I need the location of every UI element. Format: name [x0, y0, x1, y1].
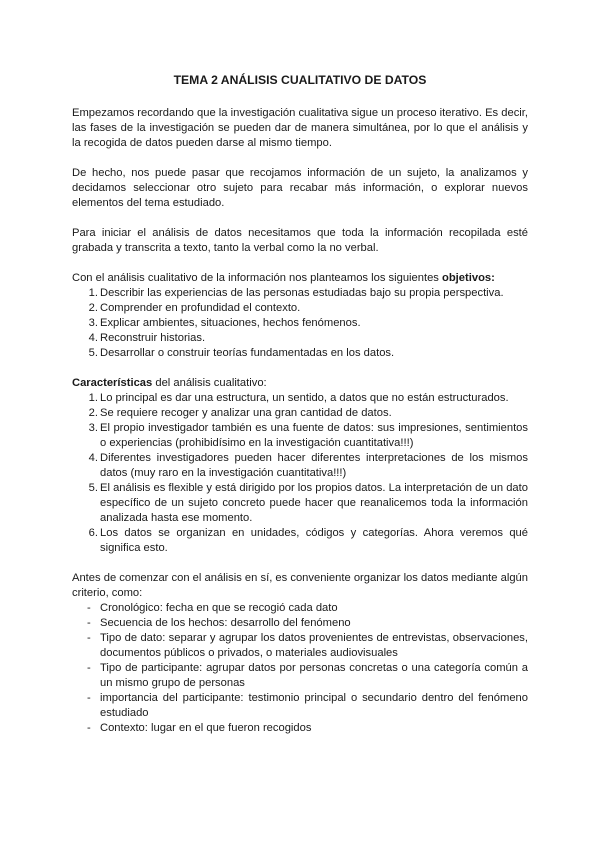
- list-item-text: Tipo de dato: separar y agrupar los datos provenientes de entrevistas, observaciones, documentos públicos o privados, o materiales audiovisuales: [100, 632, 528, 659]
- list-number: 4 .: [86, 331, 98, 346]
- objetivos-intro-text: Con el análisis cualitativo de la información nos planteamos los siguientes: [72, 272, 443, 284]
- list-item-text: Diferentes investigadores pueden hacer diferentes interpretaciones de los mismos datos (muy raro en la investigación cuantitativa!!!): [100, 452, 528, 479]
- list-item: [72, 316, 528, 331]
- paragraph-example: De hecho, nos puede pasar que recojamos información de un sujeto, la analizamos y decidamos seleccionar otro sujeto para recabar más información, o explorar nuevos elementos del tema estudiado.: [72, 167, 528, 209]
- list-item: [72, 616, 528, 631]
- caracteristicas-intro: [72, 376, 528, 391]
- list-item-text: Lo principal es dar una estructura, un sentido, a datos que no están estructurados.: [100, 392, 509, 404]
- list-item: [72, 481, 528, 526]
- list-item-text: Describir las experiencias de las personas estudiadas bajo su propia perspectiva.: [100, 287, 504, 299]
- objetivos-intro: [72, 271, 528, 286]
- list-item: [72, 691, 528, 721]
- list-item: [72, 406, 528, 421]
- list-item-text: Se requiere recoger y analizar una gran cantidad de datos.: [100, 407, 392, 419]
- list-number: 5 .: [86, 346, 98, 361]
- list-number: 3 .: [86, 421, 98, 436]
- list-number: 1 .: [86, 391, 98, 406]
- list-item-text: Cronológico: fecha en que se recogió cada dato: [100, 602, 338, 614]
- list-number: 4 .: [86, 451, 98, 466]
- list-item-text: Los datos se organizan en unidades, códigos y categorías. Ahora veremos qué significa esto.: [100, 527, 528, 554]
- list-item-text: El propio investigador también es una fuente de datos: sus impresiones, sentimientos o experiencias (prohibidísimo en la investigación cuantitativa!!!): [100, 422, 528, 449]
- dash-bullet: -: [87, 632, 91, 644]
- criterios-list: [72, 601, 528, 736]
- objetivos-intro-bold: objetivos:: [442, 272, 495, 284]
- dash-bullet: -: [87, 722, 91, 734]
- dash-bullet: -: [87, 692, 91, 704]
- dash-bullet: -: [87, 617, 91, 629]
- list-number: 3 .: [86, 316, 98, 331]
- list-item: [72, 421, 528, 451]
- paragraph-iterative-process: Empezamos recordando que la investigación cualitativa sigue un proceso iterativo. Es decir, las fases de la investigación se pueden dar de manera simultánea, por lo que el análisis y la recogida de datos pueden darse al mismo tiempo.: [72, 107, 528, 149]
- list-item: [72, 286, 528, 301]
- dash-bullet: -: [87, 602, 91, 614]
- caracteristicas-intro-text: del análisis cualitativo:: [152, 377, 267, 389]
- criterios-intro: Antes de comenzar con el análisis en sí, es conveniente organizar los datos mediante algún criterio, como:: [72, 572, 528, 599]
- list-item-text: Desarrollar o construir teorías fundamentadas en los datos.: [100, 347, 395, 359]
- list-item-text: Tipo de participante: agrupar datos por personas concretas o una categoría común a un mismo grupo de personas: [100, 662, 528, 689]
- list-item-text: importancia del participante: testimonio principal o secundario dentro del fenómeno estudiado: [100, 692, 528, 719]
- list-number: 2 .: [86, 301, 98, 316]
- list-item: [72, 721, 528, 736]
- list-item-text: El análisis es flexible y está dirigido por los propios datos. La interpretación de un dato específico de un sujeto concreto puede hacer que reanalicemos toda la información analizada hasta ese momento.: [100, 482, 528, 524]
- dash-bullet: -: [87, 662, 91, 674]
- list-item: [72, 526, 528, 556]
- list-item-text: Secuencia de los hechos: desarrollo del fenómeno: [100, 617, 351, 629]
- list-item: [72, 331, 528, 346]
- list-item: [72, 391, 528, 406]
- list-item-text: Explicar ambientes, situaciones, hechos fenómenos.: [100, 317, 361, 329]
- paragraph-transcription: Para iniciar el análisis de datos necesitamos que toda la información recopilada esté grabada y transcrita a texto, tanto la verbal como la no verbal.: [72, 227, 528, 254]
- list-item: [72, 601, 528, 616]
- caracteristicas-intro-bold: Características: [72, 377, 153, 389]
- caracteristicas-list: [72, 391, 528, 556]
- list-item-text: Contexto: lugar en el que fueron recogidos: [100, 722, 312, 734]
- document-title: TEMA 2 ANÁLISIS CUALITATIVO DE DATOS: [173, 73, 427, 87]
- list-number: 5 .: [86, 481, 98, 496]
- list-number: 6 .: [86, 526, 98, 541]
- list-number: 1 .: [86, 286, 98, 301]
- objetivos-list: [72, 286, 528, 361]
- list-item-text: Reconstruir historias.: [100, 332, 206, 344]
- list-item: [72, 631, 528, 661]
- list-item: [72, 661, 528, 691]
- list-item: [72, 301, 528, 316]
- list-number: 2 .: [86, 406, 98, 421]
- list-item: [72, 346, 528, 361]
- list-item: [72, 451, 528, 481]
- list-item-text: Comprender en profundidad el contexto.: [100, 302, 301, 314]
